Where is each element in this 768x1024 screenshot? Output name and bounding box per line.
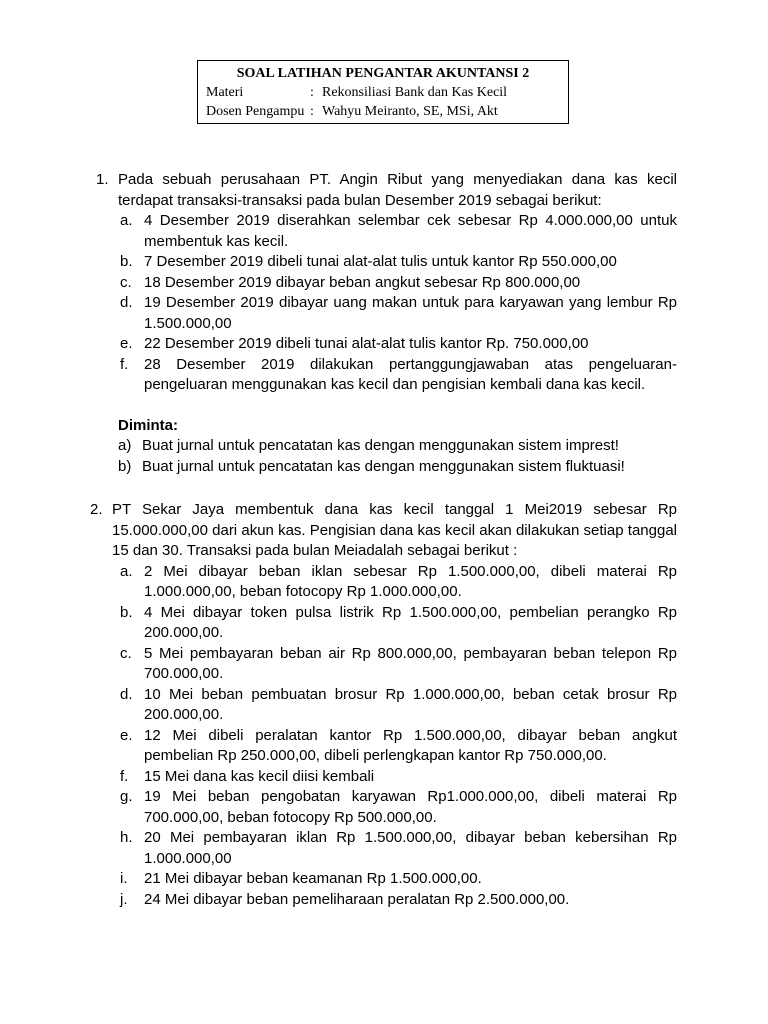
- dosen-separator: :: [310, 104, 314, 119]
- item-label: i.: [120, 870, 128, 887]
- item-text: 5 Mei pembayaran beban air Rp 800.000,00, pembayaran beban telepon Rp 700.000,00.: [144, 644, 677, 682]
- item-text: 4 Desember 2019 diserahkan selembar cek sebesar Rp 4.000.000,00 untuk membentuk kas kecil.: [144, 212, 677, 250]
- item-text: 15 Mei dana kas kecil diisi kembali: [144, 767, 375, 785]
- item-label: j.: [120, 890, 128, 908]
- request-text: Buat jurnal untuk pencatatan kas dengan menggunakan sistem fluktuasi!: [142, 457, 625, 475]
- item-text: 19 Mei beban pengobatan karyawan Rp1.000.000,00, dibeli materai Rp 700.000,00, beban fotocopy Rp 500.000,00.: [144, 788, 677, 826]
- item-label: b.: [120, 253, 133, 270]
- dosen-value: Wahyu Meiranto, SE, MSi, Akt: [322, 104, 498, 119]
- item-label: c.: [120, 644, 132, 662]
- item-text: 18 Desember 2019 dibayar beban angkut sebesar Rp 800.000,00: [144, 273, 581, 291]
- item-label: h.: [120, 829, 133, 846]
- list-item: [118, 293, 677, 334]
- item-label: a.: [120, 562, 133, 580]
- request-label: a): [118, 437, 132, 454]
- list-item: [118, 334, 677, 355]
- item-text: 7 Desember 2019 dibeli tunai alat-alat tulis untuk kantor Rp 550.000,00: [144, 253, 617, 270]
- item-label: e.: [120, 335, 133, 352]
- list-item: [118, 787, 677, 828]
- item-text: 24 Mei dibayar beban pemeliharaan peralatan Rp 2.500.000,00.: [144, 890, 570, 908]
- list-item: [118, 869, 677, 890]
- list-item: [118, 562, 677, 603]
- item-label: d.: [120, 685, 133, 703]
- list-item: [118, 211, 677, 252]
- question-1: [96, 170, 677, 477]
- header-box: [197, 60, 569, 124]
- question-2: [90, 500, 677, 910]
- item-text: 20 Mei pembayaran iklan Rp 1.500.000,00, dibayar beban kebersihan Rp 1.000.000,00: [144, 829, 677, 867]
- list-item: [118, 644, 677, 685]
- list-item: [118, 273, 677, 294]
- item-label: a.: [120, 212, 133, 229]
- list-item: [118, 355, 677, 396]
- request-label: b): [118, 457, 132, 475]
- item-label: f.: [120, 355, 129, 373]
- dosen-row: [206, 102, 568, 121]
- item-label: f.: [120, 767, 129, 785]
- item-text: 22 Desember 2019 dibeli tunai alat-alat tulis kantor Rp. 750.000,00: [144, 335, 589, 352]
- list-item: [118, 685, 677, 726]
- list-item: [118, 252, 677, 273]
- diminta-heading: Diminta:: [118, 416, 178, 434]
- question-2-stem: [90, 500, 677, 562]
- request-text: Buat jurnal untuk pencatatan kas dengan menggunakan sistem imprest!: [142, 437, 619, 454]
- dosen-label: Dosen Pengampu: [206, 104, 305, 119]
- question-number: 2.: [90, 501, 103, 518]
- list-item: [118, 603, 677, 644]
- list-item: [118, 828, 677, 869]
- list-item: [118, 890, 677, 911]
- item-text: 12 Mei dibeli peralatan kantor Rp 1.500.000,00, dibayar beban angkut pembelian Rp 250.000,00, dibeli perlengkapan kantor Rp 750.000,00.: [144, 726, 677, 764]
- item-text: 19 Desember 2019 dibayar uang makan untuk para karyawan yang lembur Rp 1.500.000,00: [144, 294, 677, 332]
- list-item: [118, 726, 677, 767]
- item-label: b.: [120, 603, 133, 621]
- materi-value: Rekonsiliasi Bank dan Kas Kecil: [322, 85, 508, 100]
- question-2-items: [118, 562, 677, 911]
- item-text: 10 Mei beban pembuatan brosur Rp 1.000.000,00, beban cetak brosur Rp 200.000,00.: [144, 685, 677, 723]
- item-text: 2 Mei dibayar beban iklan sebesar Rp 1.500.000,00, dibeli materai Rp 1.000.000,00, beban fotocopy Rp 1.000.000,00.: [144, 562, 677, 600]
- item-label: d.: [120, 294, 133, 311]
- question-text: Pada sebuah perusahaan PT. Angin Ribut yang menyediakan dana kas kecil terdapat transaksi-transaksi pada bulan Desember 2019 sebagai berikut:: [118, 171, 677, 209]
- item-text: 21 Mei dibayar beban keamanan Rp 1.500.000,00.: [144, 870, 482, 887]
- list-item: [118, 767, 677, 788]
- materi-separator: :: [310, 85, 314, 100]
- materi-row: [206, 83, 568, 102]
- question-1-items: [118, 211, 677, 396]
- document-title: SOAL LATIHAN PENGANTAR AKUNTANSI 2: [236, 66, 530, 81]
- question-text: PT Sekar Jaya membentuk dana kas kecil tanggal 1 Mei2019 sebesar Rp 15.000.000,00 dari akun kas. Pengisian dana kas kecil akan dilakukan setiap tanggal 15 dan 30. Transaksi pada bulan Meiadalah sebagai berikut :: [112, 501, 677, 559]
- question-1-stem: [96, 170, 677, 211]
- request-item: [118, 436, 677, 457]
- item-text: 4 Mei dibayar token pulsa listrik Rp 1.500.000,00, pembelian perangko Rp 200.000,00.: [144, 603, 677, 641]
- item-label: g.: [120, 788, 133, 805]
- question-number: 1.: [96, 171, 109, 188]
- item-label: c.: [120, 273, 132, 291]
- item-text: 28 Desember 2019 dilakukan pertanggungjawaban atas pengeluaran-pengeluaran menggunakan kas kecil dan pengisian kembali dana kas kecil.: [144, 355, 677, 393]
- materi-label: Materi: [206, 85, 244, 100]
- item-label: e.: [120, 726, 133, 744]
- request-item: [118, 457, 677, 478]
